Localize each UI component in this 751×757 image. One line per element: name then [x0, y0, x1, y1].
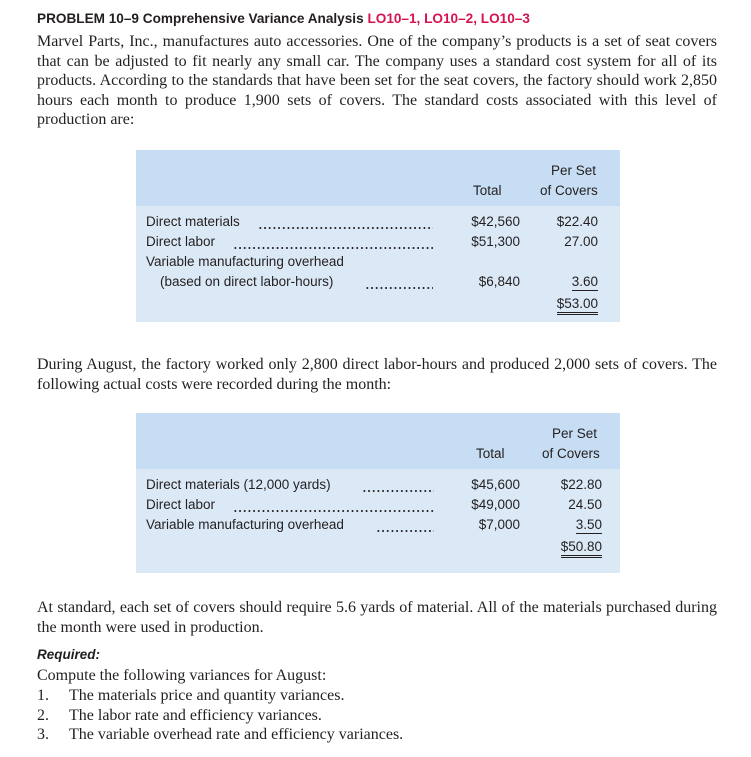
- intro-paragraph: Marvel Parts, Inc., manufactures auto accessories. One of the company’s products is a set of seat covers that can be adjusted to fit nearly any small car. The company uses a standard cost system for all of its products. According to the standards that have been set for the seat covers, the factory should work 2,850 hours each month to produce 1,900 sets of covers. The standard costs associated with this level of production are:: [37, 33, 717, 129]
- row-label-variable-overhead: Variable manufacturing overhead: [146, 517, 344, 532]
- value-per-set: 3.60: [571, 274, 598, 289]
- leader-dots: [258, 227, 433, 229]
- value-per-set: 3.50: [575, 517, 602, 532]
- value-per-set: 27.00: [564, 234, 598, 249]
- value-per-set-total: $50.80: [561, 539, 602, 558]
- col-header-total: Total: [473, 183, 502, 198]
- value-per-set: $22.40: [556, 214, 598, 229]
- value-total: $49,000: [471, 497, 520, 512]
- col-header-of-covers: of Covers: [540, 183, 598, 198]
- col-header-of-covers: of Covers: [542, 446, 600, 461]
- row-label-direct-labor: Direct labor: [146, 497, 216, 512]
- problem-heading: [37, 11, 530, 26]
- value-total: $45,600: [471, 477, 520, 492]
- col-header-per-set: Per Set: [552, 426, 598, 441]
- leader-dots: [233, 247, 433, 249]
- problem-title: PROBLEM 10–9 Comprehensive Variance Analysis: [37, 11, 364, 26]
- required-list: [37, 686, 403, 745]
- list-item: 3. The variable overhead rate and efficiency variances.: [37, 726, 404, 744]
- leader-dots: [376, 530, 434, 532]
- value-total: $6,840: [478, 274, 520, 289]
- value-per-set: $22.80: [560, 477, 602, 492]
- row-sublabel-basis: (based on direct labor-hours): [160, 274, 334, 289]
- value-total: $42,560: [471, 214, 520, 229]
- actual-cost-table: [136, 413, 620, 573]
- row-label-direct-labor: Direct labor: [146, 234, 216, 249]
- middle-paragraph: During August, the factory worked only 2,800 direct labor-hours and produced 2,000 sets of covers. The following actual costs were recorded during the month:: [37, 356, 717, 393]
- closing-paragraph: At standard, each set of covers should require 5.6 yards of material. All of the materials purchased during the month were used in production.: [37, 599, 717, 636]
- standard-cost-table: [136, 150, 620, 322]
- value-total: $7,000: [478, 517, 520, 532]
- learning-objectives: LO10–1, LO10–2, LO10–3: [367, 11, 530, 26]
- required-intro: Compute the following variances for August:: [37, 667, 327, 684]
- leader-dots: [233, 510, 434, 512]
- row-label-direct-materials: Direct materials: [146, 214, 240, 229]
- leader-dots: [362, 490, 434, 492]
- leader-dots: [365, 287, 433, 289]
- required-label: Required:: [37, 647, 101, 662]
- value-total: $51,300: [471, 234, 520, 249]
- row-label-variable-overhead: Variable manufacturing overhead: [146, 254, 344, 269]
- value-per-set: 24.50: [568, 497, 602, 512]
- row-label-direct-materials: Direct materials (12,000 yards): [146, 477, 331, 492]
- value-per-set-total: $53.00: [557, 296, 598, 315]
- list-item: 2. The labor rate and efficiency variances.: [37, 706, 322, 724]
- list-item: 1. The materials price and quantity variances.: [37, 687, 345, 704]
- col-header-per-set: Per Set: [551, 163, 597, 178]
- col-header-total: Total: [476, 446, 505, 461]
